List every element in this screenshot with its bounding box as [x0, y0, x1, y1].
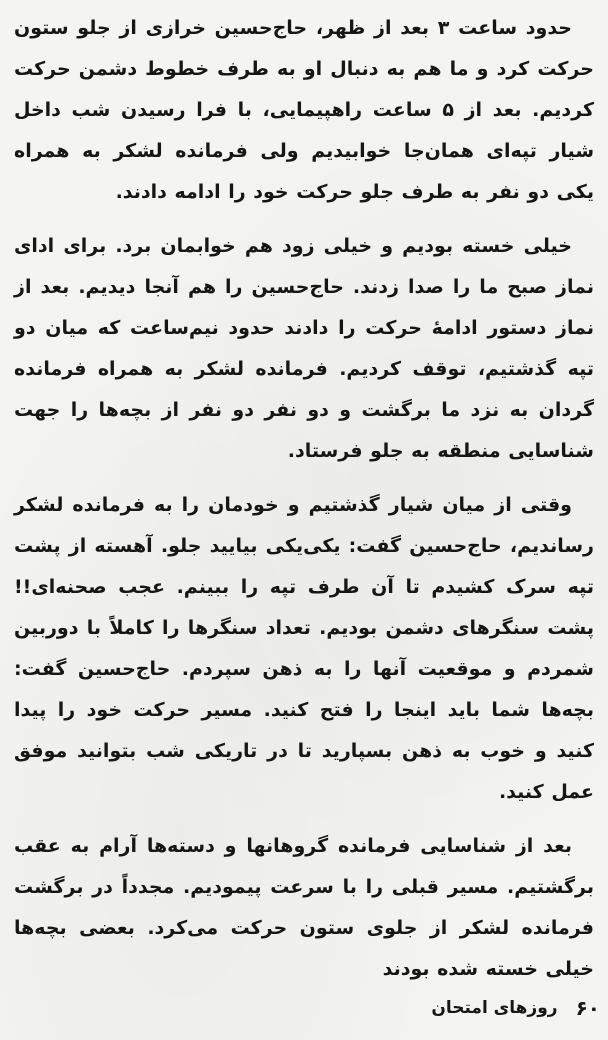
paragraph: خیلی خسته بودیم و خیلی زود هم خوابمان برد. برای ادای نماز صبح ما را صدا زدند. حاج‌حسین را هم آنجا دیدیم. بعد از نماز دستور ادامهٔ حرکت را دادند حدود نیم‌ساعت که میان دو تپه گذشتیم، توقف کردیم. فرمانده لشکر به همراه فرمانده گردان به نزد ما برگشت و دو نفر دو نفر از بچه‌ها را جهت شناسایی منطقه به جلو فرستاد.: [14, 235, 594, 462]
body-text: [14, 8, 594, 990]
running-title: روزهای امتحان: [431, 998, 558, 1018]
paragraph: وقتی از میان شیار گذشتیم و خودمان را به فرمانده لشکر رساندیم، حاج‌حسین گفت: یکی‌یکی بیایید جلو. آهسته از پشت تپه سرک کشیدم تا آن طرف تپه را ببینم. عجب صحنه‌ای!! پشت سنگرهای دشمن بودیم. تعداد سنگرها را کاملاً با دوربین شمردم و موقعیت آنها را به ذهن سپردم. حاج‌حسین گفت: بچه‌ها شما باید اینجا را فتح کنید. مسیر حرکت خود را پیدا کنید و خوب به ذهن بسپارید تا در تاریکی شب بتوانید موفق عمل کنید.: [14, 494, 594, 803]
page-footer: [430, 988, 600, 1028]
page-number: ۶۰: [575, 996, 600, 1020]
paragraph: بعد از شناسایی فرمانده گروهانها و دسته‌ها آرام به عقب برگشتیم. مسیر قبلی را با سرعت پیمودیم. مجدداً در برگشت فرمانده لشکر از جلوی ستون حرکت می‌کرد. بعضی بچه‌ها خیلی خسته شده بودند: [14, 835, 594, 980]
paragraph: حدود ساعت ۳ بعد از ظهر، حاج‌حسین خرازی از جلو ستون حرکت کرد و ما هم به دنبال او به طرف خطوط دشمن حرکت کردیم. بعد از ۵ ساعت راهپیمایی، با فرا رسیدن شب داخل شیار تپه‌ای همان‌جا خوابیدیم ولی فرمانده لشکر به همراه یکی دو نفر به طرف جلو حرکت خود را ادامه دادند.: [14, 17, 595, 203]
